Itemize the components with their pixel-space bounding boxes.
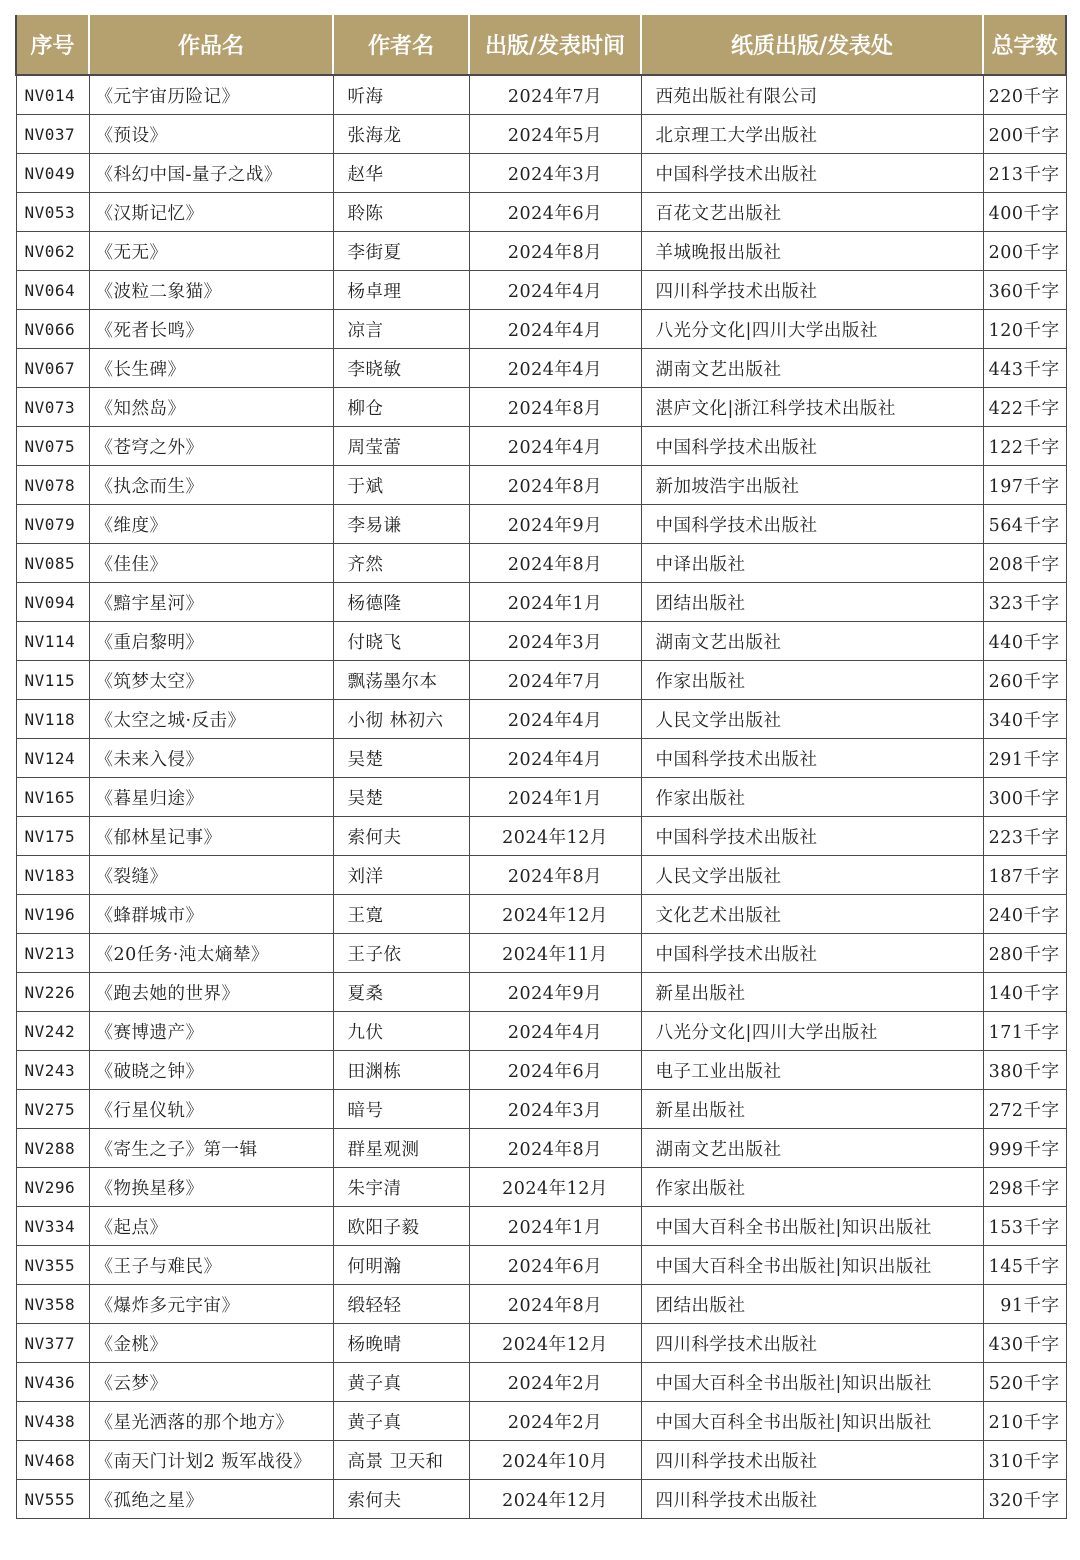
cell-author: 田渊栋 [333,1051,469,1090]
cell-publisher: 四川科学技术出版社 [641,1324,983,1363]
cell-date: 2024年3月 [469,1090,641,1129]
cell-title: 《爆炸多元宇宙》 [89,1285,333,1324]
cell-date: 2024年1月 [469,778,641,817]
cell-word-count: 171千字 [983,1012,1066,1051]
cell-date: 2024年9月 [469,505,641,544]
cell-title: 《行星仪轨》 [89,1090,333,1129]
cell-author: 张海龙 [333,115,469,154]
cell-date: 2024年8月 [469,388,641,427]
cell-title: 《佳佳》 [89,544,333,583]
cell-date: 2024年6月 [469,1246,641,1285]
cell-date: 2024年8月 [469,466,641,505]
cell-word-count: 323千字 [983,583,1066,622]
cell-publisher: 羊城晚报出版社 [641,232,983,271]
cell-date: 2024年10月 [469,1441,641,1480]
cell-publisher: 新星出版社 [641,1090,983,1129]
cell-id: NV377 [16,1324,89,1363]
cell-id: NV075 [16,427,89,466]
table-row [16,271,1066,310]
table-row [16,1129,1066,1168]
cell-title: 《知然岛》 [89,388,333,427]
cell-id: NV014 [16,75,89,115]
cell-id: NV243 [16,1051,89,1090]
cell-word-count: 310千字 [983,1441,1066,1480]
cell-title: 《王子与难民》 [89,1246,333,1285]
cell-word-count: 340千字 [983,700,1066,739]
table-row [16,661,1066,700]
cell-author: 付晓飞 [333,622,469,661]
table-row [16,466,1066,505]
cell-date: 2024年8月 [469,856,641,895]
table-row [16,75,1066,115]
cell-date: 2024年4月 [469,1012,641,1051]
cell-word-count: 187千字 [983,856,1066,895]
cell-author: 王子依 [333,934,469,973]
cell-id: NV213 [16,934,89,973]
table-row [16,115,1066,154]
cell-title: 《科幻中国-量子之战》 [89,154,333,193]
cell-word-count: 145千字 [983,1246,1066,1285]
cell-title: 《云梦》 [89,1363,333,1402]
cell-author: 群星观测 [333,1129,469,1168]
table-row [16,388,1066,427]
cell-author: 王寛 [333,895,469,934]
cell-word-count: 443千字 [983,349,1066,388]
cell-id: NV078 [16,466,89,505]
cell-author: 吴楚 [333,739,469,778]
cell-publisher: 八光分文化|四川大学出版社 [641,1012,983,1051]
cell-id: NV555 [16,1480,89,1519]
cell-word-count: 260千字 [983,661,1066,700]
cell-word-count: 223千字 [983,817,1066,856]
cell-id: NV124 [16,739,89,778]
cell-publisher: 湖南文艺出版社 [641,1129,983,1168]
cell-title: 《苍穹之外》 [89,427,333,466]
cell-title: 《南天门计划2 叛军战役》 [89,1441,333,1480]
table-row [16,427,1066,466]
novel-table-frame [15,15,1065,1545]
cell-title: 《维度》 [89,505,333,544]
cell-publisher: 中国科学技术出版社 [641,505,983,544]
cell-author: 夏桑 [333,973,469,1012]
cell-date: 2024年1月 [469,583,641,622]
cell-publisher: 作家出版社 [641,1168,983,1207]
cell-id: NV085 [16,544,89,583]
table-row [16,700,1066,739]
cell-date: 2024年8月 [469,1129,641,1168]
cell-publisher: 中国大百科全书出版社|知识出版社 [641,1402,983,1441]
cell-id: NV196 [16,895,89,934]
cell-id: NV296 [16,1168,89,1207]
cell-title: 《跑去她的世界》 [89,973,333,1012]
table-row [16,505,1066,544]
table-row [16,817,1066,856]
cell-author: 黄子真 [333,1402,469,1441]
cell-word-count: 91千字 [983,1285,1066,1324]
cell-word-count: 210千字 [983,1402,1066,1441]
cell-title: 《死者长鸣》 [89,310,333,349]
cell-author: 杨卓理 [333,271,469,310]
table-row [16,1207,1066,1246]
cell-id: NV064 [16,271,89,310]
cell-publisher: 中国科学技术出版社 [641,739,983,778]
table-row [16,856,1066,895]
cell-title: 《无无》 [89,232,333,271]
table-row [16,1402,1066,1441]
cell-author: 周莹蕾 [333,427,469,466]
cell-date: 2024年8月 [469,232,641,271]
cell-title: 《筑梦太空》 [89,661,333,700]
cell-publisher: 新加坡浩宇出版社 [641,466,983,505]
cell-author: 李街夏 [333,232,469,271]
cell-title: 《20任务·沌太熵辇》 [89,934,333,973]
cell-id: NV079 [16,505,89,544]
table-row [16,1285,1066,1324]
cell-publisher: 四川科学技术出版社 [641,1480,983,1519]
table-row [16,1168,1066,1207]
cell-word-count: 200千字 [983,232,1066,271]
table-row [16,1324,1066,1363]
cell-id: NV358 [16,1285,89,1324]
cell-author: 李晓敏 [333,349,469,388]
cell-title: 《物换星移》 [89,1168,333,1207]
cell-word-count: 122千字 [983,427,1066,466]
cell-id: NV436 [16,1363,89,1402]
cell-word-count: 400千字 [983,193,1066,232]
cell-publisher: 作家出版社 [641,778,983,817]
cell-id: NV037 [16,115,89,154]
cell-title: 《汉斯记忆》 [89,193,333,232]
cell-id: NV438 [16,1402,89,1441]
cell-date: 2024年5月 [469,115,641,154]
cell-id: NV175 [16,817,89,856]
cell-date: 2024年12月 [469,1168,641,1207]
cell-id: NV288 [16,1129,89,1168]
cell-date: 2024年4月 [469,310,641,349]
cell-id: NV275 [16,1090,89,1129]
cell-publisher: 新星出版社 [641,973,983,1012]
cell-word-count: 298千字 [983,1168,1066,1207]
cell-author: 凉言 [333,310,469,349]
cell-author: 缎轻轻 [333,1285,469,1324]
cell-author: 索何夫 [333,1480,469,1519]
cell-author: 聆陈 [333,193,469,232]
cell-author: 杨晚晴 [333,1324,469,1363]
cell-id: NV067 [16,349,89,388]
cell-publisher: 中国大百科全书出版社|知识出版社 [641,1246,983,1285]
cell-publisher: 湖南文艺出版社 [641,349,983,388]
cell-author: 赵华 [333,154,469,193]
cell-word-count: 422千字 [983,388,1066,427]
cell-author: 欧阳子毅 [333,1207,469,1246]
cell-publisher: 四川科学技术出版社 [641,1441,983,1480]
cell-author: 朱宇清 [333,1168,469,1207]
cell-date: 2024年1月 [469,1207,641,1246]
header-cell-publisher: 纸质出版/发表处 [641,15,983,75]
header-cell-date: 出版/发表时间 [469,15,641,75]
table-row [16,310,1066,349]
cell-word-count: 208千字 [983,544,1066,583]
cell-publisher: 人民文学出版社 [641,856,983,895]
cell-word-count: 360千字 [983,271,1066,310]
cell-publisher: 中国大百科全书出版社|知识出版社 [641,1363,983,1402]
cell-date: 2024年12月 [469,1480,641,1519]
cell-id: NV468 [16,1441,89,1480]
cell-word-count: 153千字 [983,1207,1066,1246]
table-row [16,583,1066,622]
cell-author: 黄子真 [333,1363,469,1402]
cell-publisher: 中国科学技术出版社 [641,427,983,466]
cell-date: 2024年4月 [469,271,641,310]
cell-word-count: 280千字 [983,934,1066,973]
cell-date: 2024年11月 [469,934,641,973]
cell-title: 《暮星归途》 [89,778,333,817]
cell-date: 2024年7月 [469,661,641,700]
cell-date: 2024年4月 [469,739,641,778]
cell-id: NV355 [16,1246,89,1285]
cell-id: NV226 [16,973,89,1012]
table-row [16,934,1066,973]
cell-word-count: 520千字 [983,1363,1066,1402]
cell-word-count: 220千字 [983,75,1066,115]
table-row [16,739,1066,778]
cell-word-count: 197千字 [983,466,1066,505]
cell-date: 2024年4月 [469,700,641,739]
cell-title: 《太空之城·反击》 [89,700,333,739]
table-row [16,622,1066,661]
header-cell-author: 作者名 [333,15,469,75]
cell-title: 《执念而生》 [89,466,333,505]
cell-publisher: 八光分文化|四川大学出版社 [641,310,983,349]
table-row [16,778,1066,817]
cell-title: 《赛博遗产》 [89,1012,333,1051]
cell-id: NV062 [16,232,89,271]
cell-word-count: 300千字 [983,778,1066,817]
table-body [16,75,1066,1519]
cell-author: 高景 卫天和 [333,1441,469,1480]
table-row [16,1441,1066,1480]
table-row [16,973,1066,1012]
cell-date: 2024年3月 [469,154,641,193]
header-row [16,15,1066,75]
cell-id: NV118 [16,700,89,739]
cell-id: NV053 [16,193,89,232]
cell-title: 《起点》 [89,1207,333,1246]
cell-author: 齐然 [333,544,469,583]
header-cell-title: 作品名 [89,15,333,75]
cell-title: 《未来入侵》 [89,739,333,778]
cell-publisher: 西苑出版社有限公司 [641,75,983,115]
cell-publisher: 中译出版社 [641,544,983,583]
cell-publisher: 湖南文艺出版社 [641,622,983,661]
cell-date: 2024年6月 [469,1051,641,1090]
cell-title: 《长生碑》 [89,349,333,388]
cell-id: NV165 [16,778,89,817]
cell-author: 索何夫 [333,817,469,856]
cell-title: 《黯宇星河》 [89,583,333,622]
cell-date: 2024年7月 [469,75,641,115]
novel-publication-table [15,15,1067,1519]
header-cell-word-count: 总字数 [983,15,1066,75]
cell-publisher: 人民文学出版社 [641,700,983,739]
cell-word-count: 564千字 [983,505,1066,544]
cell-word-count: 213千字 [983,154,1066,193]
cell-publisher: 作家出版社 [641,661,983,700]
cell-author: 柳仓 [333,388,469,427]
table-row [16,193,1066,232]
cell-title: 《金桃》 [89,1324,333,1363]
cell-word-count: 291千字 [983,739,1066,778]
cell-id: NV094 [16,583,89,622]
cell-publisher: 中国科学技术出版社 [641,817,983,856]
cell-date: 2024年2月 [469,1363,641,1402]
cell-title: 《波粒二象猫》 [89,271,333,310]
table-row [16,1246,1066,1285]
cell-title: 《孤绝之星》 [89,1480,333,1519]
cell-publisher: 湛庐文化|浙江科学技术出版社 [641,388,983,427]
cell-word-count: 999千字 [983,1129,1066,1168]
cell-title: 《裂缝》 [89,856,333,895]
table-row [16,1480,1066,1519]
header-cell-id: 序号 [16,15,89,75]
cell-title: 《元宇宙历险记》 [89,75,333,115]
cell-word-count: 240千字 [983,895,1066,934]
cell-author: 小彻 林初六 [333,700,469,739]
cell-id: NV334 [16,1207,89,1246]
cell-word-count: 380千字 [983,1051,1066,1090]
cell-word-count: 120千字 [983,310,1066,349]
cell-date: 2024年12月 [469,895,641,934]
table-row [16,349,1066,388]
cell-author: 李易谦 [333,505,469,544]
table-row [16,1363,1066,1402]
cell-title: 《星光洒落的那个地方》 [89,1402,333,1441]
cell-date: 2024年9月 [469,973,641,1012]
cell-publisher: 团结出版社 [641,1285,983,1324]
cell-title: 《蜂群城市》 [89,895,333,934]
table-row [16,544,1066,583]
cell-publisher: 四川科学技术出版社 [641,271,983,310]
cell-title: 《破晓之钟》 [89,1051,333,1090]
cell-publisher: 文化艺术出版社 [641,895,983,934]
cell-date: 2024年2月 [469,1402,641,1441]
cell-word-count: 140千字 [983,973,1066,1012]
cell-publisher: 电子工业出版社 [641,1051,983,1090]
cell-publisher: 团结出版社 [641,583,983,622]
cell-title: 《郁林星记事》 [89,817,333,856]
cell-word-count: 200千字 [983,115,1066,154]
cell-date: 2024年4月 [469,427,641,466]
cell-author: 九伏 [333,1012,469,1051]
table-row [16,154,1066,193]
cell-date: 2024年12月 [469,817,641,856]
table-row [16,1012,1066,1051]
cell-publisher: 北京理工大学出版社 [641,115,983,154]
cell-date: 2024年12月 [469,1324,641,1363]
cell-id: NV049 [16,154,89,193]
table-row [16,1051,1066,1090]
cell-id: NV115 [16,661,89,700]
cell-publisher: 中国科学技术出版社 [641,154,983,193]
cell-id: NV242 [16,1012,89,1051]
cell-author: 何明瀚 [333,1246,469,1285]
table-header [16,15,1066,75]
cell-id: NV183 [16,856,89,895]
cell-author: 听海 [333,75,469,115]
cell-author: 于斌 [333,466,469,505]
table-row [16,1090,1066,1129]
cell-date: 2024年6月 [469,193,641,232]
cell-title: 《寄生之子》第一辑 [89,1129,333,1168]
table-row [16,232,1066,271]
cell-publisher: 百花文艺出版社 [641,193,983,232]
cell-date: 2024年8月 [469,544,641,583]
cell-author: 飘荡墨尔本 [333,661,469,700]
cell-publisher: 中国大百科全书出版社|知识出版社 [641,1207,983,1246]
cell-id: NV073 [16,388,89,427]
cell-author: 暗号 [333,1090,469,1129]
cell-title: 《重启黎明》 [89,622,333,661]
cell-date: 2024年4月 [469,349,641,388]
cell-date: 2024年3月 [469,622,641,661]
cell-date: 2024年8月 [469,1285,641,1324]
cell-word-count: 320千字 [983,1480,1066,1519]
cell-id: NV114 [16,622,89,661]
cell-author: 吴楚 [333,778,469,817]
cell-author: 杨德隆 [333,583,469,622]
cell-word-count: 440千字 [983,622,1066,661]
cell-word-count: 272千字 [983,1090,1066,1129]
table-row [16,895,1066,934]
cell-title: 《预设》 [89,115,333,154]
cell-publisher: 中国科学技术出版社 [641,934,983,973]
cell-author: 刘洋 [333,856,469,895]
cell-id: NV066 [16,310,89,349]
cell-word-count: 430千字 [983,1324,1066,1363]
